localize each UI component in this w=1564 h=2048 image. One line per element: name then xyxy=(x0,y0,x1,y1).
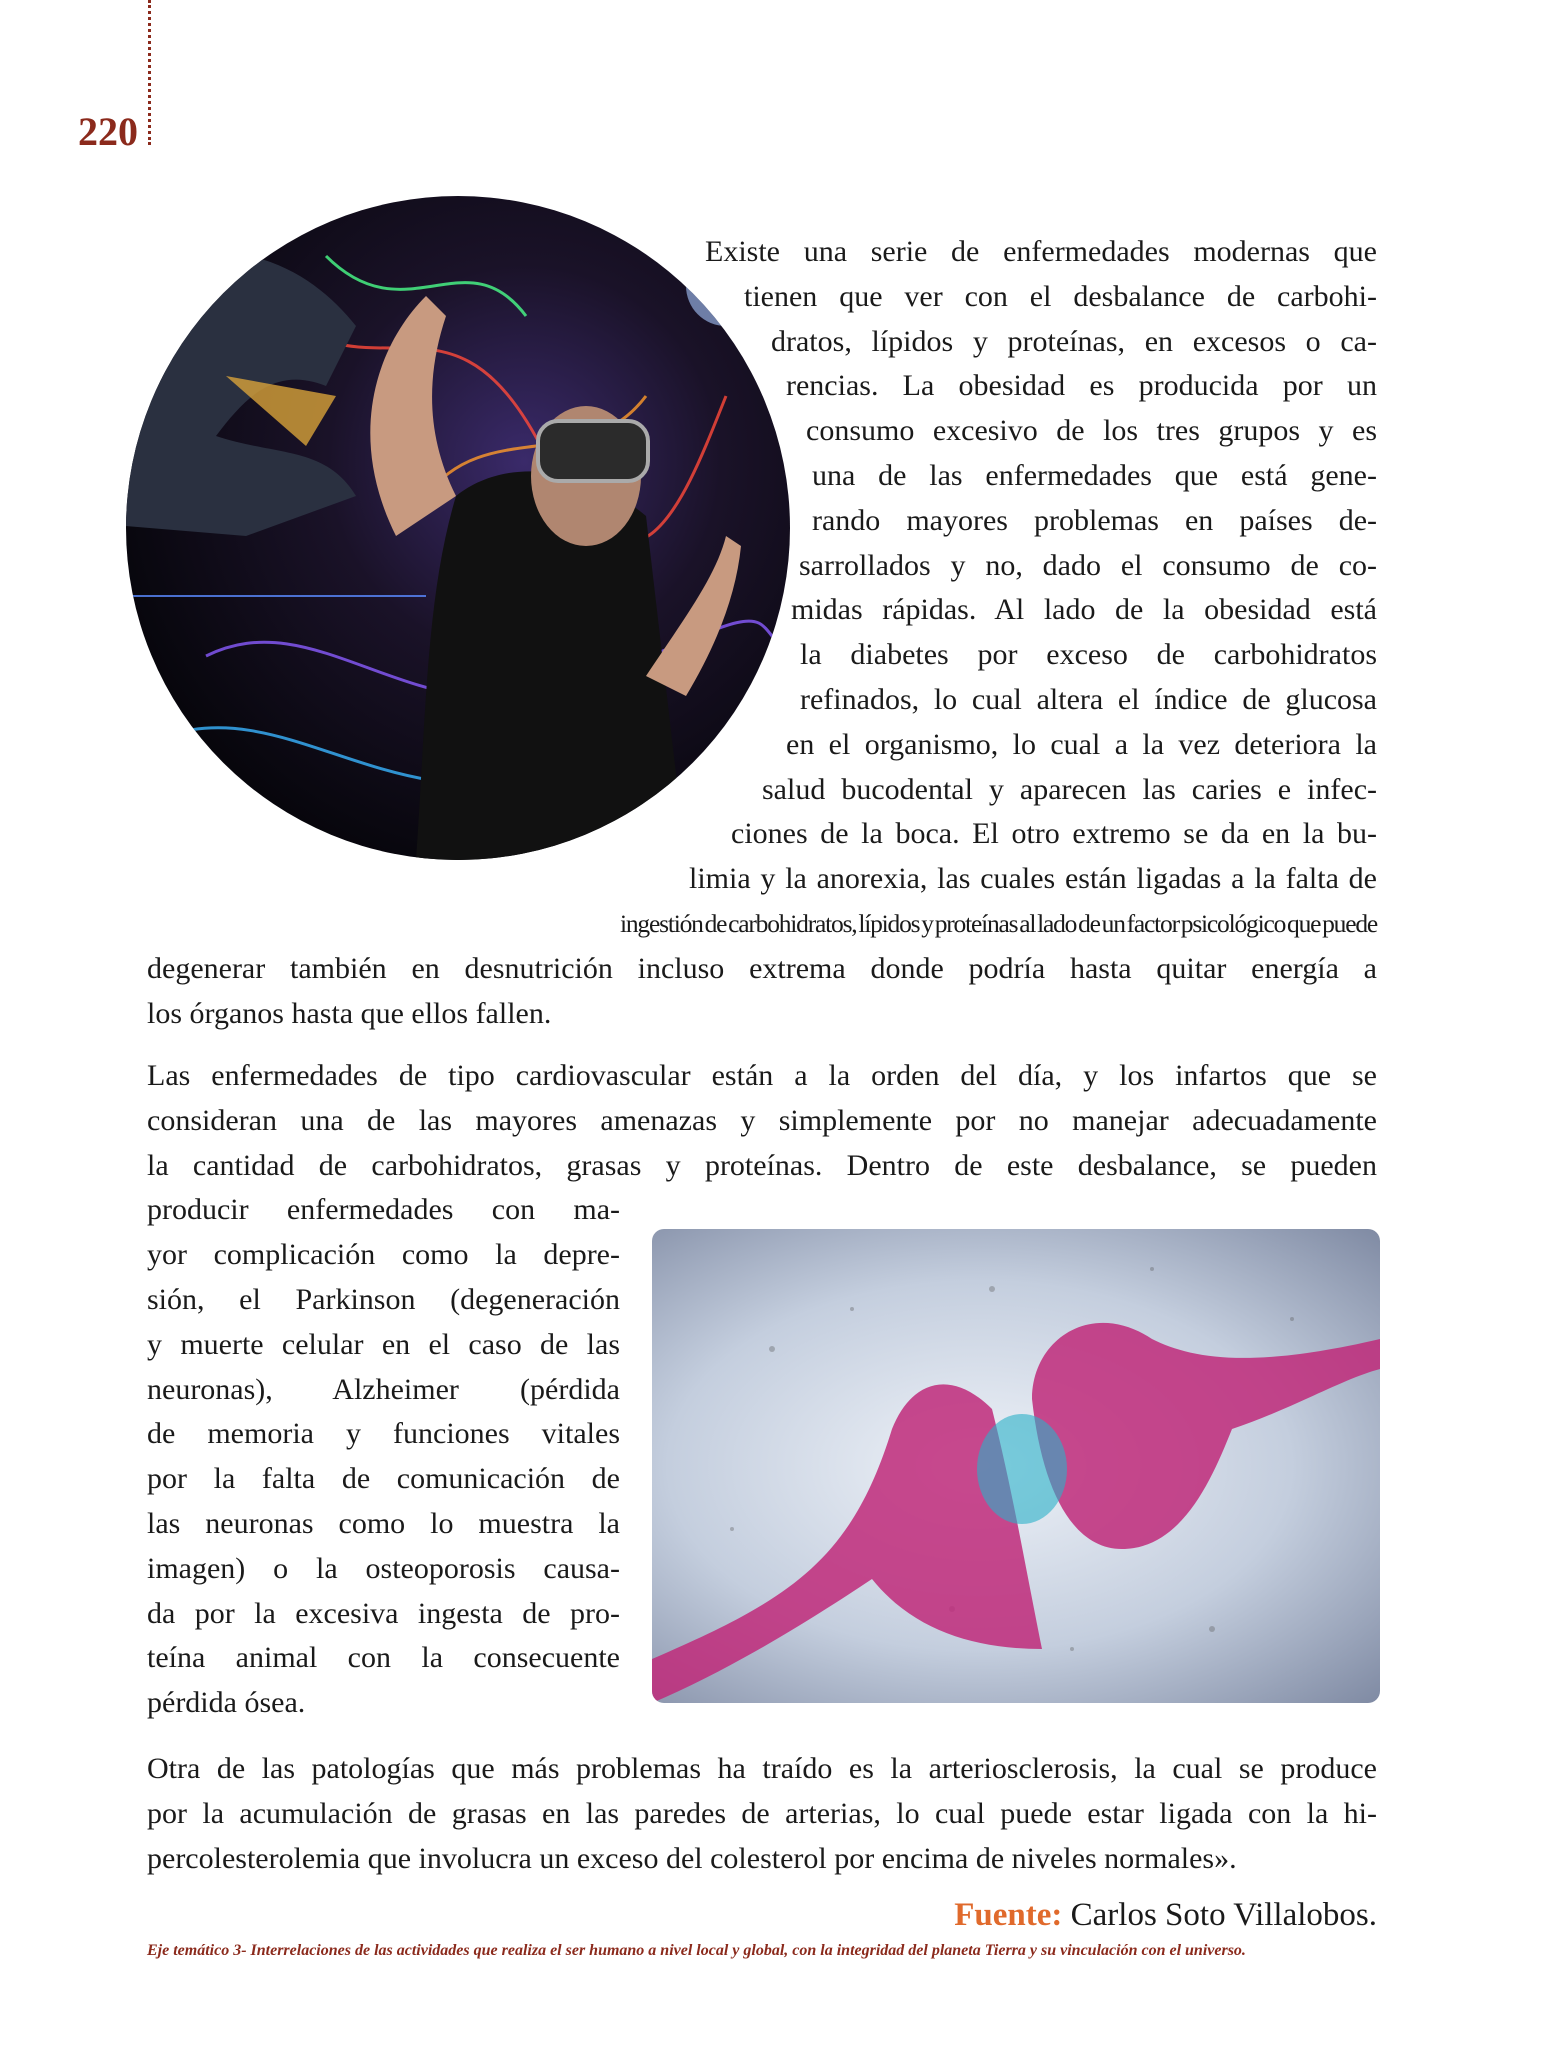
neuron-synapse-illustration xyxy=(652,1229,1380,1703)
source-credit xyxy=(954,1893,1377,1938)
text-line: la cantidad de carbohidratos, grasas y proteínas. Dentro de este desbalance, se pueden xyxy=(147,1148,1377,1182)
page-number: 220 xyxy=(78,109,138,154)
source-label: Fuente: xyxy=(954,1897,1063,1933)
text-line: teína animal con la consecuente xyxy=(147,1641,620,1675)
text-line: producir enfermedades con ma- xyxy=(147,1193,620,1227)
text-line: percolesterolemia que involucra un exceso del colesterol por encima de niveles normales». xyxy=(147,1841,1237,1875)
text-line: imagen) o la osteoporosis causa- xyxy=(147,1551,620,1585)
text-line: rencias. La obesidad es producida por un xyxy=(786,369,1377,403)
text-line: Las enfermedades de tipo cardiovascular están a la orden del día, y los infartos que se xyxy=(147,1059,1377,1092)
text-line: degenerar también en desnutrición incluso extrema donde podría hasta quitar energía a xyxy=(147,951,1377,985)
text-line: neuronas), Alzheimer (pérdida xyxy=(147,1372,620,1406)
text-line: por la acumulación de grasas en las paredes de arterias, lo cual puede estar ligada con la hi- xyxy=(147,1796,1377,1830)
text-line: consumo excesivo de los tres grupos y es xyxy=(806,414,1377,448)
text-line: pérdida ósea. xyxy=(147,1686,306,1720)
text-line: yor complicación como la depre- xyxy=(147,1238,620,1272)
source-author: Carlos Soto Villalobos. xyxy=(1070,1897,1377,1933)
text-line: las neuronas como lo muestra la xyxy=(147,1507,620,1540)
text-line: Existe una serie de enfermedades modernas que xyxy=(705,235,1377,268)
text-line: salud bucodental y aparecen las caries e infec- xyxy=(762,772,1377,806)
text-line: limia y la anorexia, las cuales están ligadas a la falta de xyxy=(689,862,1377,896)
text-line: Otra de las patologías que más problemas ha traído es la arteriosclerosis, la cual se produce xyxy=(147,1752,1377,1785)
text-line: refinados, lo cual altera el índice de glucosa xyxy=(800,683,1377,716)
text-line: rando mayores problemas en países de- xyxy=(812,503,1377,537)
text-line: ingestión de carbohidratos, lípidos y proteínas al lado de un factor psicológico que puede xyxy=(620,909,1377,938)
text-line: da por la excesiva ingesta de pro- xyxy=(147,1596,620,1630)
footer-thematic-axis: Eje temático 3- Interrelaciones de las actividades que realiza el ser humano a nivel local y global, con la integridad del planeta Tierra y su vinculación con el universo. xyxy=(147,1942,1246,1959)
text-line: una de las enfermedades que está gene- xyxy=(812,459,1377,492)
text-line: por la falta de comunicación de xyxy=(147,1462,620,1496)
text-line: tienen que ver con el desbalance de carbohi- xyxy=(744,279,1377,313)
text-line: de memoria y funciones vitales xyxy=(147,1417,620,1451)
vr-dinosaur-illustration xyxy=(126,196,790,860)
text-line: ciones de la boca. El otro extremo se da en la bu- xyxy=(731,817,1377,851)
text-line: sión, el Parkinson (degeneración xyxy=(147,1283,620,1316)
text-line: la diabetes por exceso de carbohidratos xyxy=(800,638,1377,672)
dotted-margin-rule xyxy=(148,0,151,145)
text-line: los órganos hasta que ellos fallen. xyxy=(147,996,552,1030)
text-line: en el organismo, lo cual a la vez deteriora la xyxy=(786,727,1377,761)
text-line: consideran una de las mayores amenazas y simplemente por no manejar adecuadamente xyxy=(147,1103,1377,1137)
text-line: midas rápidas. Al lado de la obesidad está xyxy=(791,593,1377,627)
text-line: sarrollados y no, dado el consumo de co- xyxy=(799,548,1377,582)
text-line: dratos, lípidos y proteínas, en excesos o ca- xyxy=(771,324,1377,358)
text-line: y muerte celular en el caso de las xyxy=(147,1327,620,1361)
